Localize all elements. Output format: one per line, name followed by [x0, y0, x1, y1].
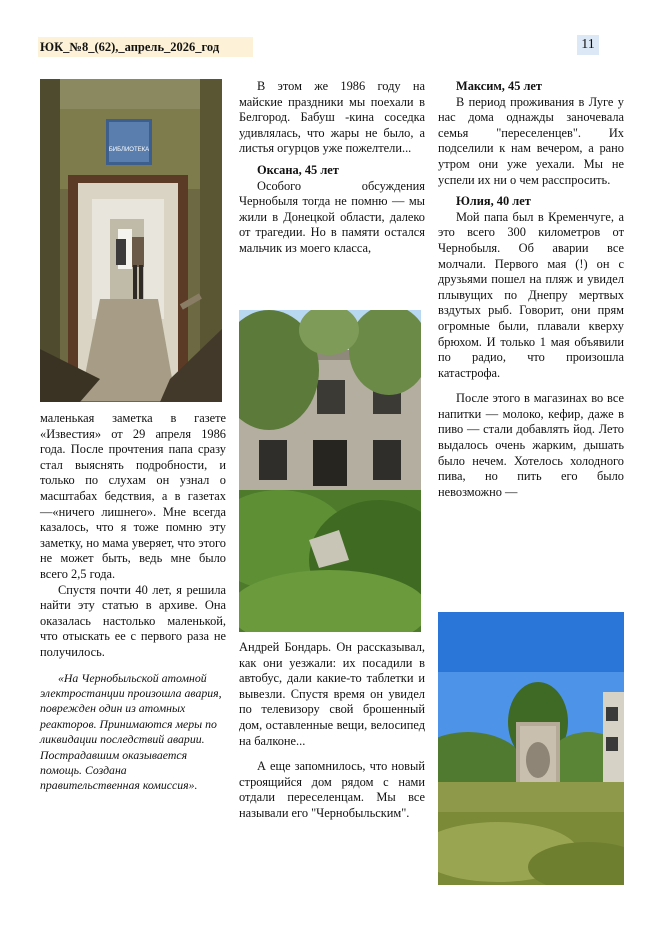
overgrown-building-photo — [239, 310, 421, 632]
lenin-monument-photo — [438, 612, 624, 885]
library-sign-text: БИБЛИОТЕКА — [108, 147, 150, 153]
column-1 — [40, 411, 226, 794]
col2-paragraph-4: А еще запомнилось, что новый строящийся дом рядом с нами отдали переселенцам. Мы все называли его "Чернобыльским". — [239, 759, 425, 820]
col1-paragraph-1: маленькая заметка в газете «Известия» от 29 апреля 1986 года. После прочтения папа сразу стал выяснять подробности, и только по слухам он узнал о масштабах бедствия, а в газетах —«ничего лишнего». Мне всегда казалось, что я тоже помню эту заметку, но мама уверяет, что этого не может быть, ведь мне было всего 2,5 года. — [40, 411, 226, 581]
col2-author-name: Оксана, 45 лет — [257, 162, 339, 177]
col2-paragraph-2: Особого обсуждения Чернобыля тогда не помню — мы жили в Донецкой области, далеко от трагедии. Но в памяти остался мальчик из моего класса, — [239, 178, 425, 255]
issue-header: ЮК_№8_(62),_апрель_2026_год — [38, 37, 253, 57]
col3-author-name-2: Юлия, 40 лет — [456, 194, 531, 209]
col2-paragraph-1: В этом же 1986 году на майские праздники мы поехали в Белгород. Бабуш -кина соседка удивлялась, что жары не было, а листья огурцов уже пожелтели... — [239, 79, 425, 156]
col1-paragraph-2: Спустя почти 40 лет, я решила найти эту статью в архиве. Она оказалась настолько маленькой, что отыскать ее с первого раза не получилось. — [40, 582, 226, 659]
col2-paragraph-3: Андрей Бондарь. Он рассказывал, как они уезжали: их посадили в автобус, дали какие-то таблетки и вывезли. Спустя время он увидел по телевизору свой брошенный дом, оставленные вещи, велосипед на балконе... — [239, 640, 425, 748]
page-number: 11 — [577, 35, 599, 55]
col3-paragraph-2: Мой папа был в Кременчуге, а это всего 300 километров от Чернобыля. Об аварии все молчали. Первого мая (!) он с друзьями пошел на пляж и увидел плывущих по Днепру мертвых вздутых рыб. Говорит, они прям огромные были, плавали кверху брюхом. И только 1 мая объявили по радио, что произошла катастрофа. — [438, 209, 624, 380]
col1-quote: «На Чернобыльской атомной электростанции произошла авария, поврежден один из атомных реакторов. Принимаются меры по ликвидации последствий аварии. Пострадавшим оказывается помощь. Создана правительственная комиссия». — [40, 670, 222, 793]
column-3 — [438, 79, 624, 500]
column-2-bottom — [239, 640, 425, 822]
col3-paragraph-3: После этого в магазинах во все напитки — молоко, кефир, даже в пиво — стали добавлять йод. Лето выдалось очень жарким, дышать было нечем. Хотелось холодного пива, но пить его было невозможно — — [438, 391, 624, 499]
col3-author-name-1: Максим, 45 лет — [456, 79, 543, 93]
corridor-photo — [40, 79, 222, 402]
column-2-top — [239, 79, 425, 257]
col3-paragraph-1: В период проживания в Луге у нас дома однажды заночевала семья "переселенцев". Их подселили к нам вечером, а рано утром они уже уехали. Мы не успели их ни о чем расспросить. — [438, 94, 624, 187]
